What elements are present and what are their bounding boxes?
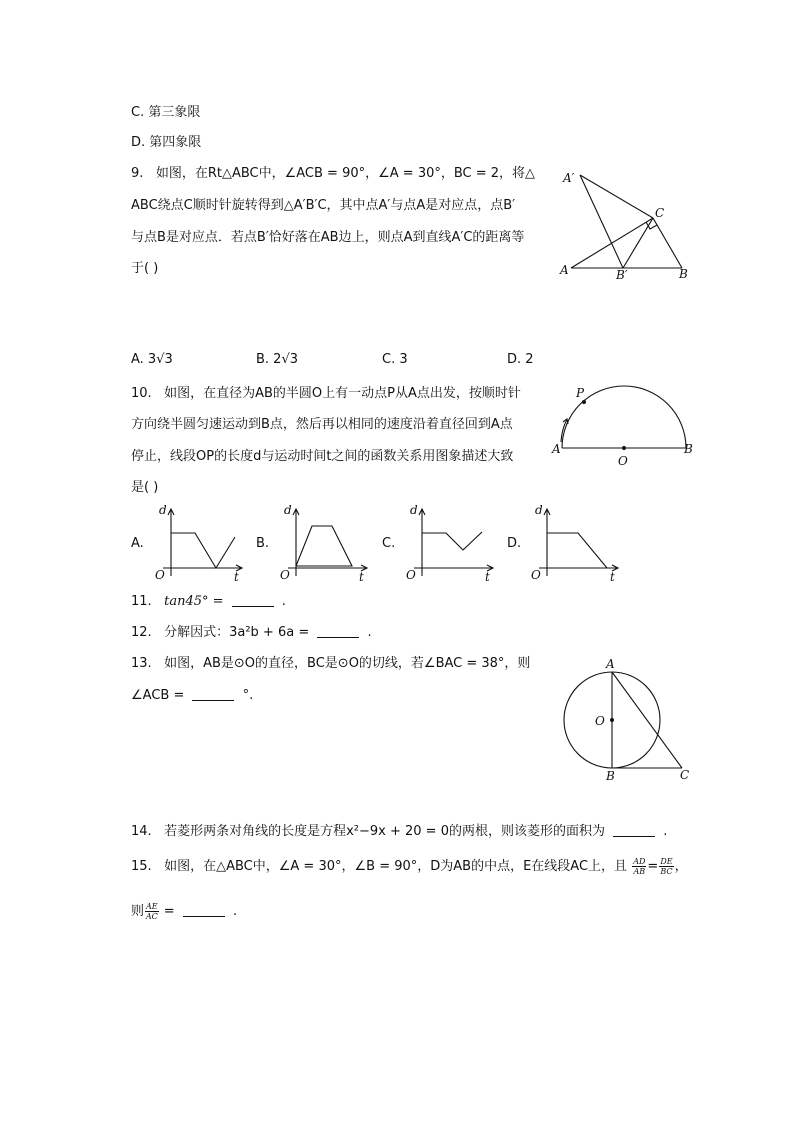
q10-line-1 xyxy=(131,384,521,404)
svg-text:t: t xyxy=(359,570,364,584)
q15-line-1: 15. 如图，在△ABC中，∠A = 30°，∠B = 90°，D为AB的中点，E在线段AC上，且 $\frac{AD}{AB}$ = $\frac{DE}{BC}$ ， xyxy=(131,857,688,876)
q10-graph-d xyxy=(524,500,624,585)
q15-line-2: 则 $\frac{AE}{AC}$ = . xyxy=(131,902,238,921)
q10-label-a: A xyxy=(552,442,561,456)
q12-answer-blank[interactable] xyxy=(317,624,359,638)
q9-option-b: B. 2√3 xyxy=(256,352,299,367)
svg-text:O: O xyxy=(406,568,416,582)
svg-text:O: O xyxy=(531,568,541,582)
q10-option-b-label: B. xyxy=(256,536,270,551)
q11-text: tan45° = xyxy=(164,594,224,609)
q10-option-c-label: C. xyxy=(382,536,396,551)
svg-text:d: d xyxy=(410,503,418,517)
q10-graph-a-curve xyxy=(171,533,235,568)
q15-number: 15. xyxy=(131,859,152,874)
q10-line-2: 方向绕半圆匀速运动到B点，然后再以相同的速度沿着直径回到A点 xyxy=(131,417,513,432)
svg-text:d: d xyxy=(284,503,292,517)
q13-figure xyxy=(555,655,700,785)
q15-text-2: 则 xyxy=(131,904,145,919)
q14-answer-blank[interactable] xyxy=(613,823,655,837)
q13-number: 13. xyxy=(131,656,152,671)
q10-text-1: 如图，在直径为AB的半圆O上有一动点P从A点出发，按顺时针 xyxy=(164,386,521,401)
q9-label-a: A xyxy=(560,263,569,277)
q13-line-2 xyxy=(131,686,253,706)
q13-label-a: A xyxy=(606,657,615,671)
q11-end: . xyxy=(281,594,286,609)
q9-figure xyxy=(555,165,705,285)
q8-option-d: D. 第四象限 xyxy=(131,135,202,150)
q11-answer-blank[interactable] xyxy=(232,593,274,607)
svg-text:t: t xyxy=(610,570,615,584)
q9-seg-a-c xyxy=(571,218,653,268)
q9-seg-a1-c xyxy=(580,175,653,218)
q8-option-c: C. 第三象限 xyxy=(131,105,201,120)
svg-text:O: O xyxy=(280,568,290,582)
q10-graph-d-curve xyxy=(547,533,607,568)
q11-line xyxy=(131,592,286,612)
q10-option-d-label: D. xyxy=(507,536,522,551)
q13-text-1: 如图，AB是⊙O的直径，BC是⊙O的切线，若∠BAC = 38°，则 xyxy=(164,656,531,671)
q15-fraction-ae-ac: $\frac{AE}{AC}$ xyxy=(145,902,158,921)
q9-number: 9. xyxy=(131,166,144,181)
svg-text:O: O xyxy=(155,568,165,582)
q9-label-b1: B′ xyxy=(616,268,628,282)
q10-graph-a xyxy=(148,500,248,585)
svg-text:d: d xyxy=(159,503,167,517)
q13-answer-blank[interactable] xyxy=(192,687,234,701)
svg-text:d: d xyxy=(535,503,543,517)
q9-line-1 xyxy=(131,164,535,184)
q14-line xyxy=(131,822,667,842)
q9-line-3: 与点B是对应点．若点B′恰好落在AB边上，则点A到直线A′C的距离等 xyxy=(131,230,525,245)
q10-option-a-label: A. xyxy=(131,536,144,551)
q12-number: 12. xyxy=(131,625,152,640)
q14-end: . xyxy=(663,824,668,839)
q9-seg-a1-b1 xyxy=(580,175,623,268)
q9-label-a1: A′ xyxy=(563,171,575,185)
q10-line-4: 是( ) xyxy=(131,480,159,495)
q12-end: . xyxy=(367,625,372,640)
q15-answer-blank[interactable] xyxy=(183,903,225,917)
q13-text-2: ∠ACB = xyxy=(131,688,185,703)
q9-label-c: C xyxy=(655,206,665,220)
q10-label-b: B xyxy=(684,442,693,456)
q10-label-o: O xyxy=(618,454,628,468)
q10-label-p: P xyxy=(576,386,585,400)
q13-end: °. xyxy=(242,688,254,703)
q10-graph-b xyxy=(273,500,373,585)
q12-text: 分解因式：3a²b + 6a = xyxy=(164,625,310,640)
q13-label-o: O xyxy=(595,714,605,728)
q9-option-a: A. 3√3 xyxy=(131,352,173,367)
q9-option-c: C. 3 xyxy=(382,352,408,367)
q10-graph-c-curve xyxy=(422,532,482,550)
q9-option-d: D. 2 xyxy=(507,352,534,367)
q12-line xyxy=(131,623,372,643)
q15-fraction-ad-ab: $\frac{AD}{AB}$ xyxy=(633,857,646,876)
q14-text: 若菱形两条对角线的长度是方程x²−9x + 20 = 0的两根，则该菱形的面积为 xyxy=(164,824,605,839)
q13-line-1 xyxy=(131,654,530,674)
svg-text:t: t xyxy=(234,570,239,584)
q10-line-3: 停止，线段OP的长度d与运动时间t之间的函数关系用图象描述大致 xyxy=(131,449,514,464)
q10-graph-b-curve xyxy=(296,526,352,566)
q13-label-b: B xyxy=(606,769,615,783)
q14-number: 14. xyxy=(131,824,152,839)
q9-text-1: 如图，在Rt△ABC中，∠ACB = 90°，∠A = 30°，BC = 2，将△ xyxy=(155,166,536,181)
q13-label-c: C xyxy=(680,768,690,782)
q9-label-b: B xyxy=(679,267,688,281)
q10-point-o xyxy=(622,446,626,450)
q13-point-o xyxy=(610,718,614,722)
q9-line-4: 于( ) xyxy=(131,261,159,276)
q9-seg-c-b xyxy=(653,218,682,268)
svg-text:t: t xyxy=(485,570,490,584)
q15-end: . xyxy=(232,904,238,919)
q10-point-p xyxy=(582,400,586,404)
q10-number: 10. xyxy=(131,386,152,401)
q9-line-2: ABC绕点C顺时针旋转得到△A′B′C，其中点A′与点A是对应点，点B′ xyxy=(131,198,516,213)
q15-fraction-de-bc: $\frac{DE}{BC}$ xyxy=(660,857,673,876)
q11-number: 11. xyxy=(131,594,152,609)
q10-graph-c xyxy=(399,500,499,585)
q15-text-1: 如图，在△ABC中，∠A = 30°，∠B = 90°，D为AB的中点，E在线段AC上，且 xyxy=(164,859,628,874)
q10-figure xyxy=(548,380,698,472)
